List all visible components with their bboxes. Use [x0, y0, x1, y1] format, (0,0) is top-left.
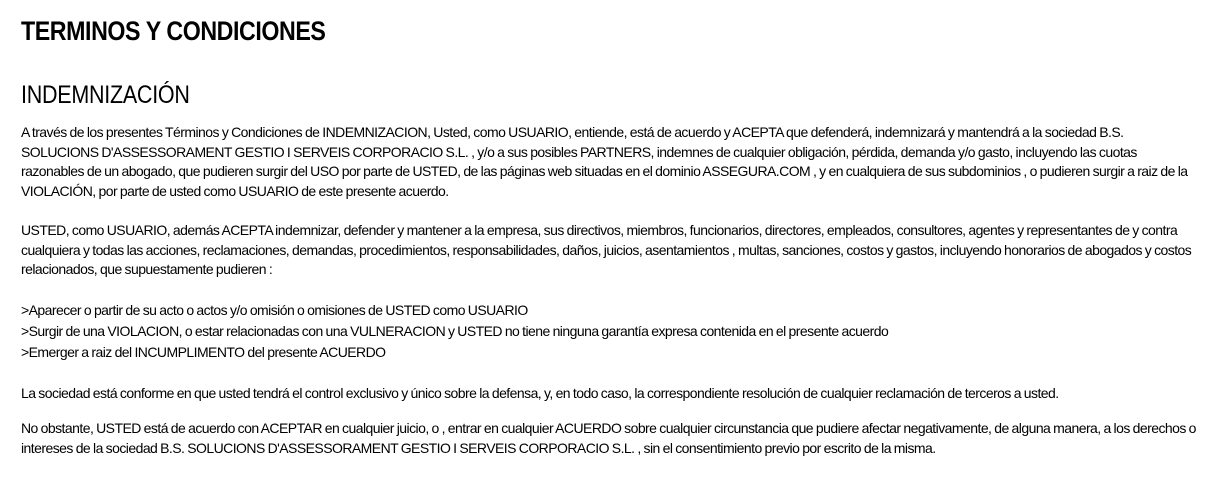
conditions-list: [21, 300, 1201, 363]
page-title: TERMINOS Y CONDICIONES: [21, 16, 326, 46]
paragraph-user-obligations: USTED, como USUARIO, además ACEPTA indemnizar, defender y mantener a la empresa, sus directivos, miembros, funcionarios, directores, empleados, consultores, agentes y representantes de y contra cualquiera y todas las acciones, reclamaciones, demandas, procedimientos, responsabilidades, daños, juicios, asentamientos , multas, sanciones, costos y gastos, incluyendo honorarios de abogados y costos relacionados, que supuestamente pudieren :: [21, 222, 1192, 277]
paragraph-indemnity-scope: A través de los presentes Términos y Condiciones de INDEMNIZACION, Usted, como USUARIO, entiende, está de acuerdo y ACEPTA que defenderá, indemnizará y mantendrá a la sociedad B.S. SOLUCIONS D'ASSESSORAMENT GESTIO I SERVEIS CORPORACIO S.L. , y/o a sus posibles PARTNERS, indemnes de cualquier obligación, pérdida, demanda y/o gasto, incluyendo las cuotas razonables de un abogado, que pudieren surgir del USO por parte de USTED, de las páginas web situadas en el dominio ASSEGURA.COM , y en cualquiera de sus subdominios , o pudieren surgir a raiz de la VIOLACIÓN, por parte de usted como USUARIO de este presente acuerdo.: [21, 124, 1188, 199]
paragraph-settlement-consent: No obstante, USTED está de acuerdo con ACEPTAR en cualquier juicio, o , entrar en cualquier ACUERDO sobre cualquier circunstancia que pudiere afectar negativamente, de alguna manera, a los derechos o intereses de la sociedad B.S. SOLUCIONS D'ASSESSORAMENT GESTIO I SERVEIS CORPORACIO S.L. , sin el consentimiento previo por escrito de la misma.: [21, 420, 1196, 456]
paragraph-defense-control: La sociedad está conforme en que usted tendrá el control exclusivo y único sobre la defensa, y, en todo caso, la correspondiente resolución de cualquier reclamación de terceros a usted.: [21, 384, 1059, 401]
list-item: >Emerger a raiz del INCUMPLIMENTO del presente ACUERDO: [21, 343, 386, 360]
section-title: INDEMNIZACIÓN: [21, 81, 190, 109]
list-item: >Aparecer o partir de su acto o actos y/o omisión o omisiones de USTED como USUARIO: [21, 301, 528, 318]
list-item: >Surgir de una VIOLACION, o estar relacionadas con una VULNERACION y USTED no tiene ninguna garantía expresa contenida en el presente acuerdo: [21, 322, 889, 339]
terms-document: [21, 0, 1201, 458]
